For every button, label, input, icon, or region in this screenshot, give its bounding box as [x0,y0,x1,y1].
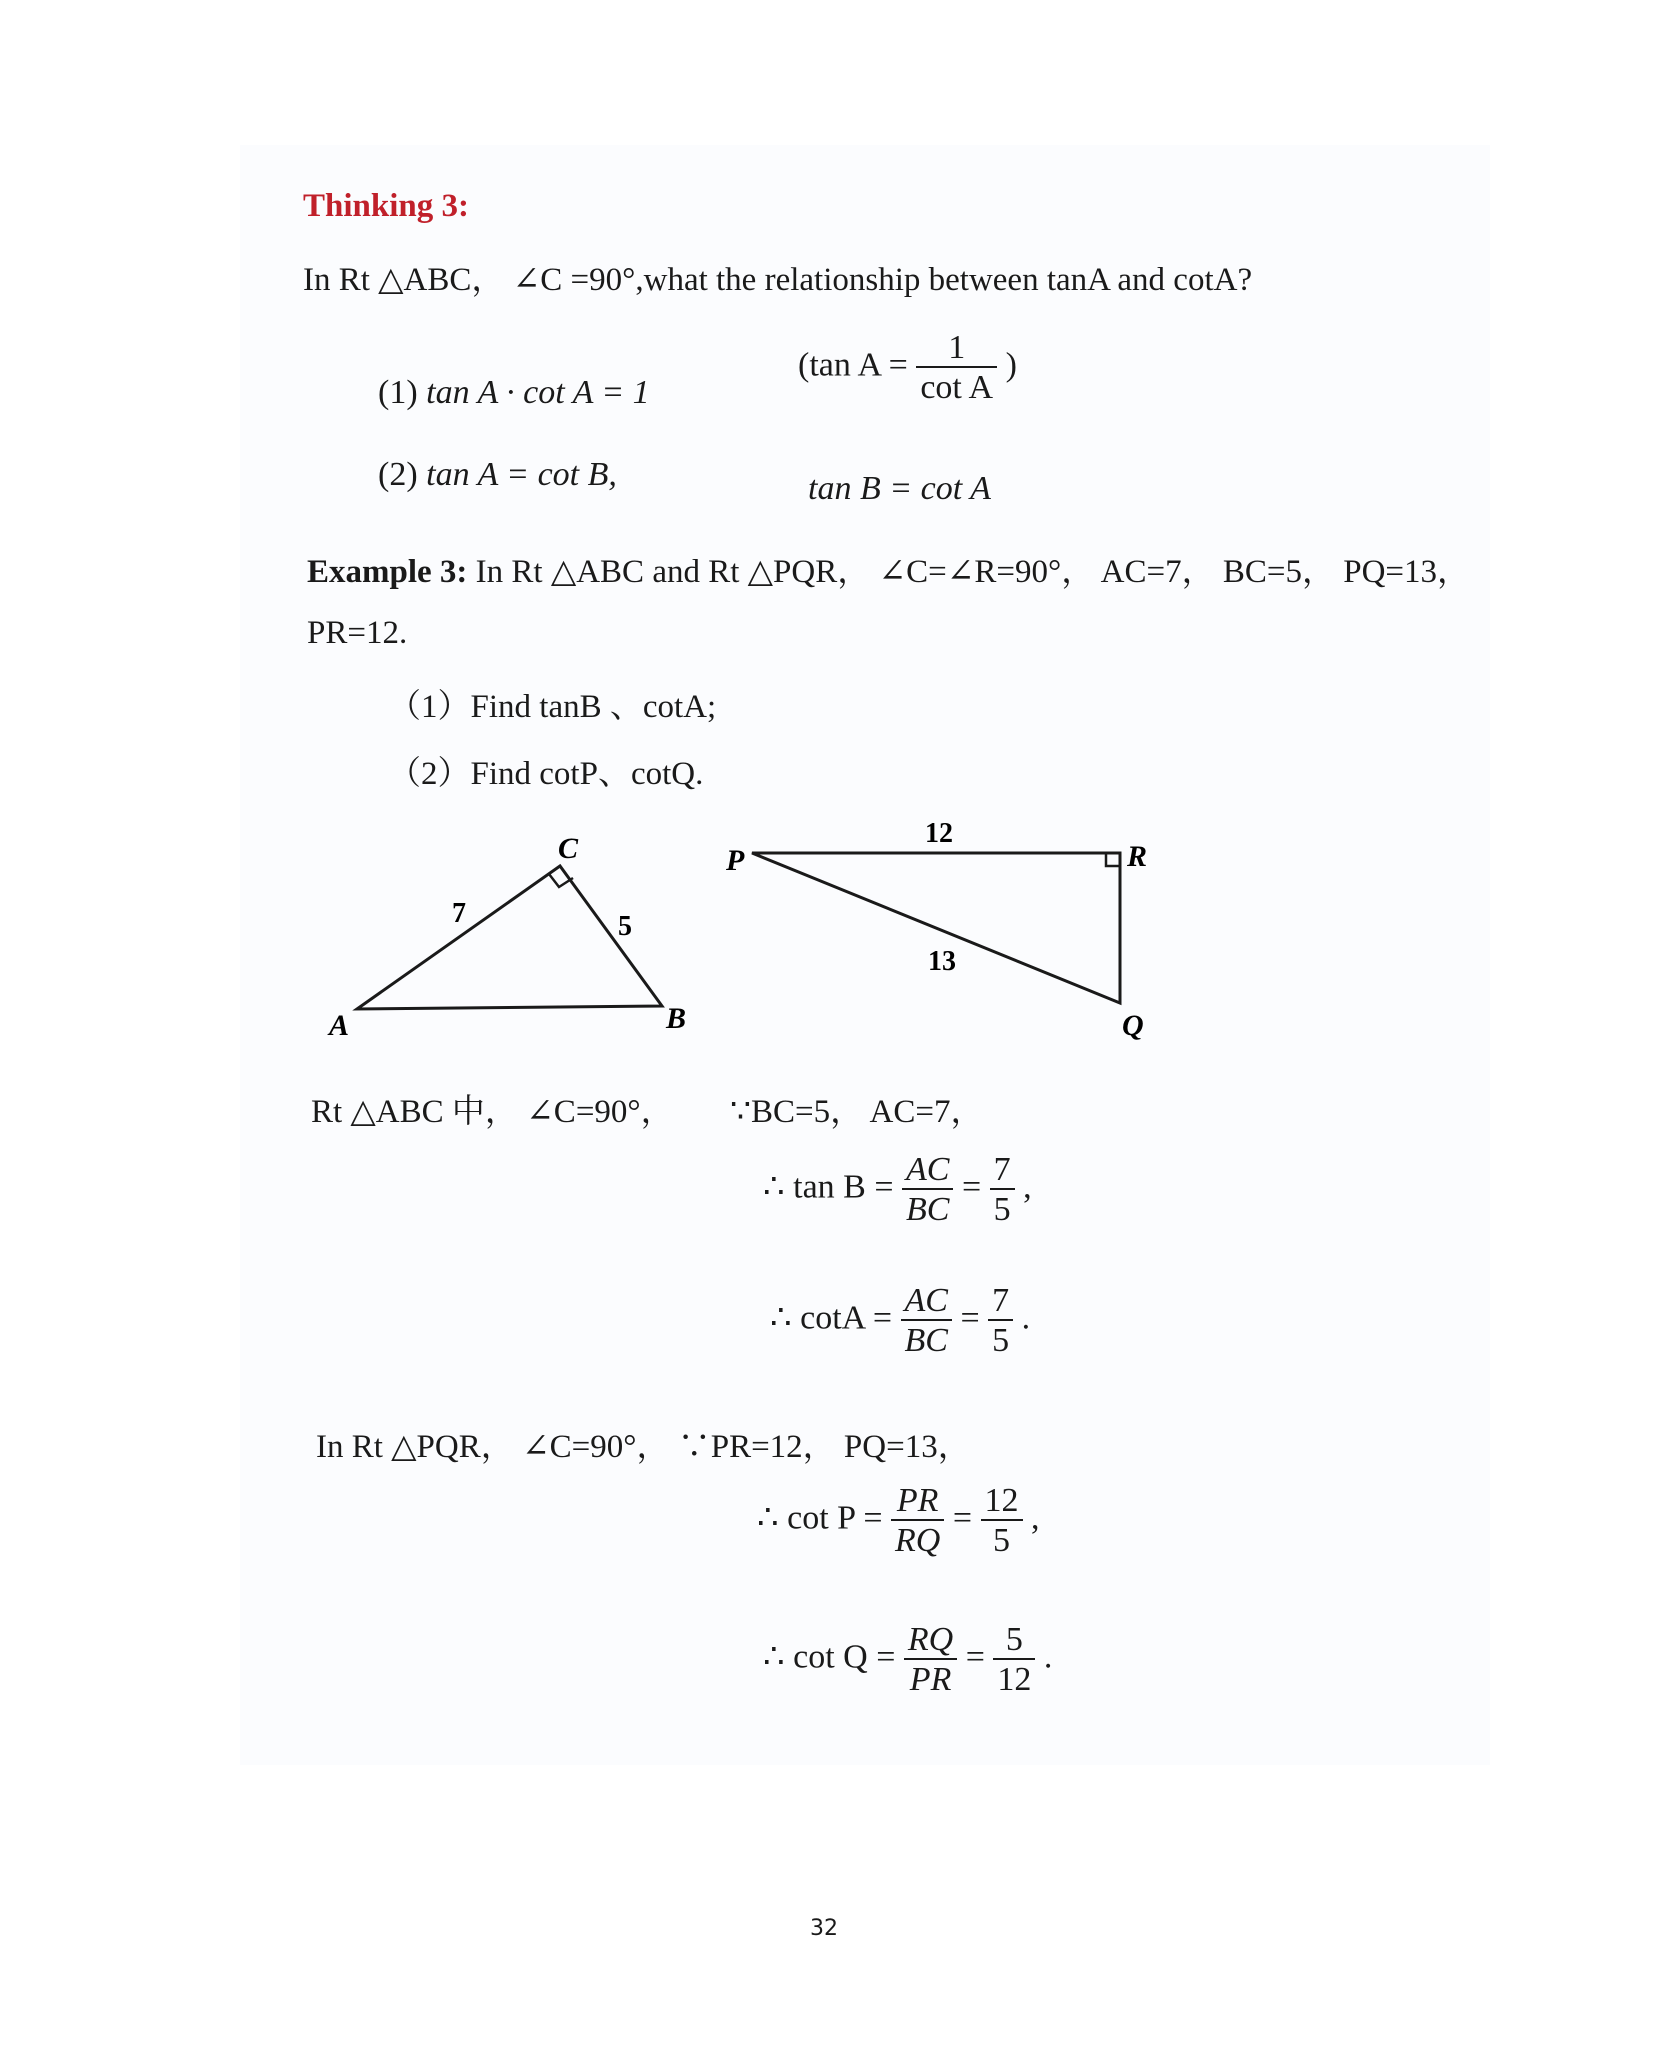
equation-cot-q-numerator-1: RQ [907,1621,954,1658]
example-text-line1: In Rt △ABC and Rt △PQR， ∠C=∠R=90°， AC=7， BC=5， PQ=13， [475,554,1471,590]
side-label-ac: 7 [452,898,466,929]
formula-1-note-left: (tan A = [798,346,908,384]
equation-cot-a-denominator-2: 5 [988,1319,1013,1359]
formula-1-label: (1) [378,374,418,411]
triangle-pqr [725,818,1147,1042]
right-angle-mark-c [549,874,573,887]
formula-1-note-denominator: cot A [916,366,997,406]
equation-cot-a: ∴ cotA = $\frac{AC}{BC}$ = $\frac{7}{5}$ . [770,1282,1031,1359]
equation-cot-a-suffix: . [1021,1299,1031,1337]
formula-2-note: tan B = cot A [808,470,991,507]
equation-cot-q-prefix: ∴ cot Q = [763,1638,896,1676]
solution-1-intro-left: Rt △ABC 中， ∠C=90°， [311,1094,674,1130]
formula-1-note-numerator: 1 [948,329,966,366]
vertex-label-q: Q [1122,1009,1144,1042]
equation-tan-b-suffix: , [1023,1168,1032,1206]
triangle-abc [327,832,686,1042]
example-label: Example 3: [307,554,468,590]
solution-2-intro: In Rt △PQR， ∠C=90°， ∵PR=12， PQ=13， [316,1429,971,1465]
right-angle-mark-r [1106,853,1120,866]
equation-cot-a-prefix: ∴ cotA = [770,1299,893,1337]
vertex-label-a: A [329,1009,350,1042]
equation-cot-p-prefix: ∴ cot P = [757,1499,883,1537]
equation-cot-a-denominator-1: BC [901,1319,952,1359]
equation-cot-a-numerator-1: AC [904,1282,948,1319]
equation-cot-p-numerator-2: 12 [984,1482,1019,1519]
section-heading: Thinking 3: [303,188,469,224]
equation-cot-q-denominator-1: PR [904,1658,957,1698]
equation-cot-p: ∴ cot P = $\frac{PR}{RQ}$ = $\frac{12}{5}$ , [757,1482,1040,1559]
equation-tan-b: ∴ tan B = $\frac{AC}{BC}$ = $\frac{7}{5}$ , [763,1151,1032,1228]
equation-cot-a-numerator-2: 7 [992,1282,1010,1319]
vertex-label-r: R [1127,840,1148,873]
vertex-label-b: B [666,1002,687,1035]
side-label-pr: 12 [925,818,953,849]
formula-2-label: (2) [378,456,418,493]
question-text: In Rt △ABC， ∠C =90°,what the relationship between tanA and cotA? [303,262,1253,298]
equation-cot-q: ∴ cot Q = $\frac{RQ}{PR}$ = $\frac{5}{12}$ . [763,1621,1053,1698]
equation-tan-b-prefix: ∴ tan B = [763,1168,894,1206]
side-label-pq: 13 [928,946,956,977]
formula-2-text: tan A = cot B, [426,456,617,493]
equation-cot-p-denominator-1: RQ [891,1519,944,1559]
equation-cot-q-numerator-2: 5 [1005,1621,1023,1658]
example-question-1: （1）Find tanB 、cotA; [388,689,717,725]
formula-1-note-right: ) [1005,346,1017,384]
side-label-bc: 5 [618,911,632,942]
page-number: 32 [810,1916,838,1941]
equation-tan-b-denominator-2: 5 [990,1188,1015,1228]
equation-cot-p-denominator-2: 5 [981,1519,1023,1559]
triangle-pqr-outline [752,853,1120,1003]
equation-tan-b-numerator-1: AC [906,1151,950,1188]
example-text-line2: PR=12. [307,615,408,651]
solution-1-intro-right: ∵BC=5， AC=7， [730,1094,984,1130]
equation-cot-p-numerator-1: PR [896,1482,939,1519]
equation-cot-q-denominator-2: 12 [993,1658,1035,1698]
equation-cot-q-suffix: . [1043,1638,1053,1676]
equation-tan-b-numerator-2: 7 [993,1151,1011,1188]
equation-cot-p-suffix: , [1031,1499,1040,1537]
triangle-abc-outline [357,866,662,1009]
example-question-2: （2）Find cotP、cotQ. [388,756,704,792]
formula-1-text: tan A · cot A = 1 [426,374,650,411]
equation-tan-b-denominator-1: BC [902,1188,953,1228]
vertex-label-c: C [558,832,579,865]
vertex-label-p: P [726,844,745,877]
